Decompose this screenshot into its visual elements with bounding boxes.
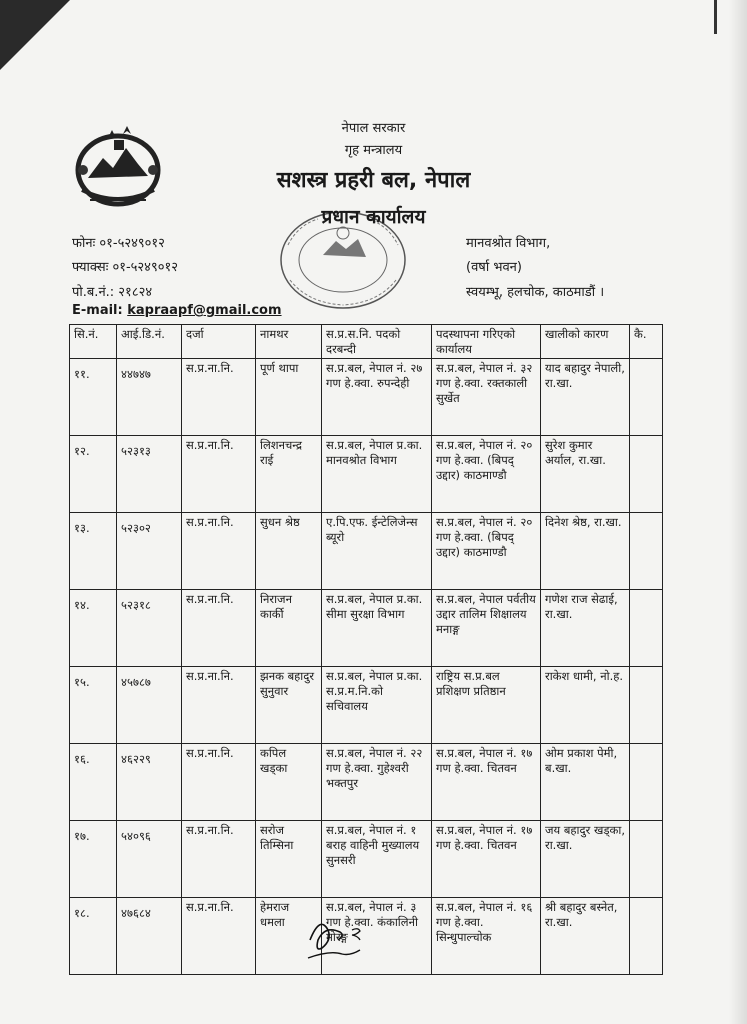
table-header-row: [70, 325, 663, 359]
cell-name: झनक बहादुर सुनुवार: [256, 667, 322, 744]
header-title: सशस्त्र प्रहरी बल, नेपाल: [276, 168, 471, 193]
cell-rank: स.प्र.ना.नि.: [182, 513, 256, 590]
dept-building: (वर्षा भवन): [466, 260, 522, 275]
cell-serial: ११.: [70, 359, 117, 436]
cell-rank: स.प्र.ना.नि.: [182, 667, 256, 744]
cell-remark: [630, 590, 663, 667]
cell-office: स.प्र.बल, नेपाल नं. २० गण हे.क्वा. (बिपद् उद्दार) काठमाण्डौ: [432, 513, 541, 590]
cell-office: स.प्र.बल, नेपाल पर्वतीय उद्दार तालिम शिक्षालय मनाङ्ग: [432, 590, 541, 667]
table-row: [70, 590, 663, 667]
cell-rank: स.प्र.ना.नि.: [182, 898, 256, 975]
cell-id: ४६२२९: [117, 744, 182, 821]
cell-reason: याद बहादुर नेपाली, रा.खा.: [541, 359, 630, 436]
cell-reason: श्री बहादुर बस्नेत, रा.खा.: [541, 898, 630, 975]
cell-rank: स.प्र.ना.नि.: [182, 821, 256, 898]
cell-remark: [630, 513, 663, 590]
table-row: [70, 744, 663, 821]
cell-serial: १७.: [70, 821, 117, 898]
header-office: प्रधान कार्यालय: [321, 206, 426, 228]
cell-reason: सुरेश कुमार अर्याल, रा.खा.: [541, 436, 630, 513]
col-rank: दर्जा: [182, 325, 256, 359]
cell-name: सरोज तिम्सिना: [256, 821, 322, 898]
col-name: नामथर: [256, 325, 322, 359]
cell-name: सुधन श्रेष्ठ: [256, 513, 322, 590]
table-row: [70, 436, 663, 513]
cell-reason: जय बहादुर खड्का, रा.खा.: [541, 821, 630, 898]
table-row: [70, 359, 663, 436]
scan-corner-shadow: [0, 0, 70, 70]
cell-serial: १२.: [70, 436, 117, 513]
cell-post: स.प्र.बल, नेपाल प्र.का. मानवश्रोत विभाग: [322, 436, 432, 513]
cell-remark: [630, 821, 663, 898]
dept-address: स्वयम्भू, हलचोक, काठमाडौं ।: [466, 285, 605, 300]
cell-id: ५२३१८: [117, 590, 182, 667]
cell-reason: गणेश राज सेढाई, रा.खा.: [541, 590, 630, 667]
cell-office: स.प्र.बल, नेपाल नं. ३२ गण हे.क्वा. रक्तकाली सुर्खेत: [432, 359, 541, 436]
phone-number: फोनः ०१-५२४९०१२: [72, 236, 165, 251]
cell-rank: स.प्र.ना.नि.: [182, 590, 256, 667]
cell-id: ५२३१३: [117, 436, 182, 513]
col-office: पदस्थापना गरिएको कार्यालय: [432, 325, 541, 359]
signature: [300, 910, 380, 965]
cell-remark: [630, 359, 663, 436]
cell-reason: दिनेश श्रेष्ठ, रा.खा.: [541, 513, 630, 590]
col-remark: कै.: [630, 325, 663, 359]
table-row: [70, 667, 663, 744]
table-row: [70, 821, 663, 898]
cell-name: हेमराज धमला: [256, 898, 322, 975]
cell-id: ४७६८४: [117, 898, 182, 975]
fax-number: फ्याक्सः ०१-५२४९०१२: [72, 260, 178, 275]
cell-name: पूर्ण थापा: [256, 359, 322, 436]
vacancy-table: [69, 324, 663, 975]
cell-post: स.प्र.बल, नेपाल प्र.का. स.प्र.म.नि.को सचिवालय: [322, 667, 432, 744]
cell-serial: १३.: [70, 513, 117, 590]
header-ministry: गृह मन्त्रालय: [344, 143, 403, 158]
cell-post: स.प्र.बल, नेपाल नं. ३ गण हे.क्वा. कंकालिनी मोरङ्ग: [322, 898, 432, 975]
cell-serial: १८.: [70, 898, 117, 975]
col-id: आई.डि.नं.: [117, 325, 182, 359]
cell-remark: [630, 667, 663, 744]
cell-name: निराजन कार्की: [256, 590, 322, 667]
cell-remark: [630, 436, 663, 513]
cell-office: राष्ट्रिय स.प्र.बल प्रशिक्षण प्रतिष्ठान: [432, 667, 541, 744]
cell-office: स.प्र.बल, नेपाल नं. १६ गण हे.क्वा. सिन्धुपाल्चोक: [432, 898, 541, 975]
cell-office: स.प्र.बल, नेपाल नं. १७ गण हे.क्वा. चितवन: [432, 744, 541, 821]
cell-serial: १५.: [70, 667, 117, 744]
cell-remark: [630, 898, 663, 975]
cell-serial: १४.: [70, 590, 117, 667]
col-serial: सि.नं.: [70, 325, 117, 359]
cell-reason: ओम प्रकाश पेमी, ब.खा.: [541, 744, 630, 821]
email-line: [72, 303, 282, 318]
dept-name: मानवश्रोत विभाग,: [466, 236, 551, 251]
cell-office: स.प्र.बल, नेपाल नं. १७ गण हे.क्वा. चितवन: [432, 821, 541, 898]
cell-id: ४५७८७: [117, 667, 182, 744]
email-label: E-mail:: [72, 303, 128, 318]
cell-office: स.प्र.बल, नेपाल नं. २० गण हे.क्वा. (बिपद् उद्दार) काठमाण्डौ: [432, 436, 541, 513]
cell-remark: [630, 744, 663, 821]
cell-id: ५२३०२: [117, 513, 182, 590]
cell-id: ५४०९६: [117, 821, 182, 898]
cell-serial: १६.: [70, 744, 117, 821]
header-government: नेपाल सरकार: [341, 121, 406, 136]
cell-rank: स.प्र.ना.नि.: [182, 744, 256, 821]
scan-top-mark: [714, 0, 717, 34]
email-link[interactable]: kapraapf@gmail.com: [127, 303, 282, 318]
cell-post: ए.पि.एफ. ईन्टेलिजेन्स ब्यूरो: [322, 513, 432, 590]
cell-post: स.प्र.बल, नेपाल नं. २७ गण हे.क्वा. रुपन्देही: [322, 359, 432, 436]
col-post: स.प्र.स.नि. पदको दरबन्दी: [322, 325, 432, 359]
cell-rank: स.प्र.ना.नि.: [182, 436, 256, 513]
cell-post: स.प्र.बल, नेपाल नं. २२ गण हे.क्वा. गुहेश्वरी भक्तपुर: [322, 744, 432, 821]
po-box: पो.ब.नं.: २१८२४: [72, 285, 153, 300]
col-reason: खालीको कारण: [541, 325, 630, 359]
cell-post: स.प्र.बल, नेपाल प्र.का. सीमा सुरक्षा विभाग: [322, 590, 432, 667]
cell-post: स.प्र.बल, नेपाल नं. १ बराह वाहिनी मुख्यालय सुनसरी: [322, 821, 432, 898]
cell-name: लिशनचन्द्र राई: [256, 436, 322, 513]
table-row: [70, 513, 663, 590]
cell-name: कपिल खड्का: [256, 744, 322, 821]
cell-reason: राकेश धामी, नो.ह.: [541, 667, 630, 744]
cell-rank: स.प्र.ना.नि.: [182, 359, 256, 436]
cell-id: ४४७४७: [117, 359, 182, 436]
